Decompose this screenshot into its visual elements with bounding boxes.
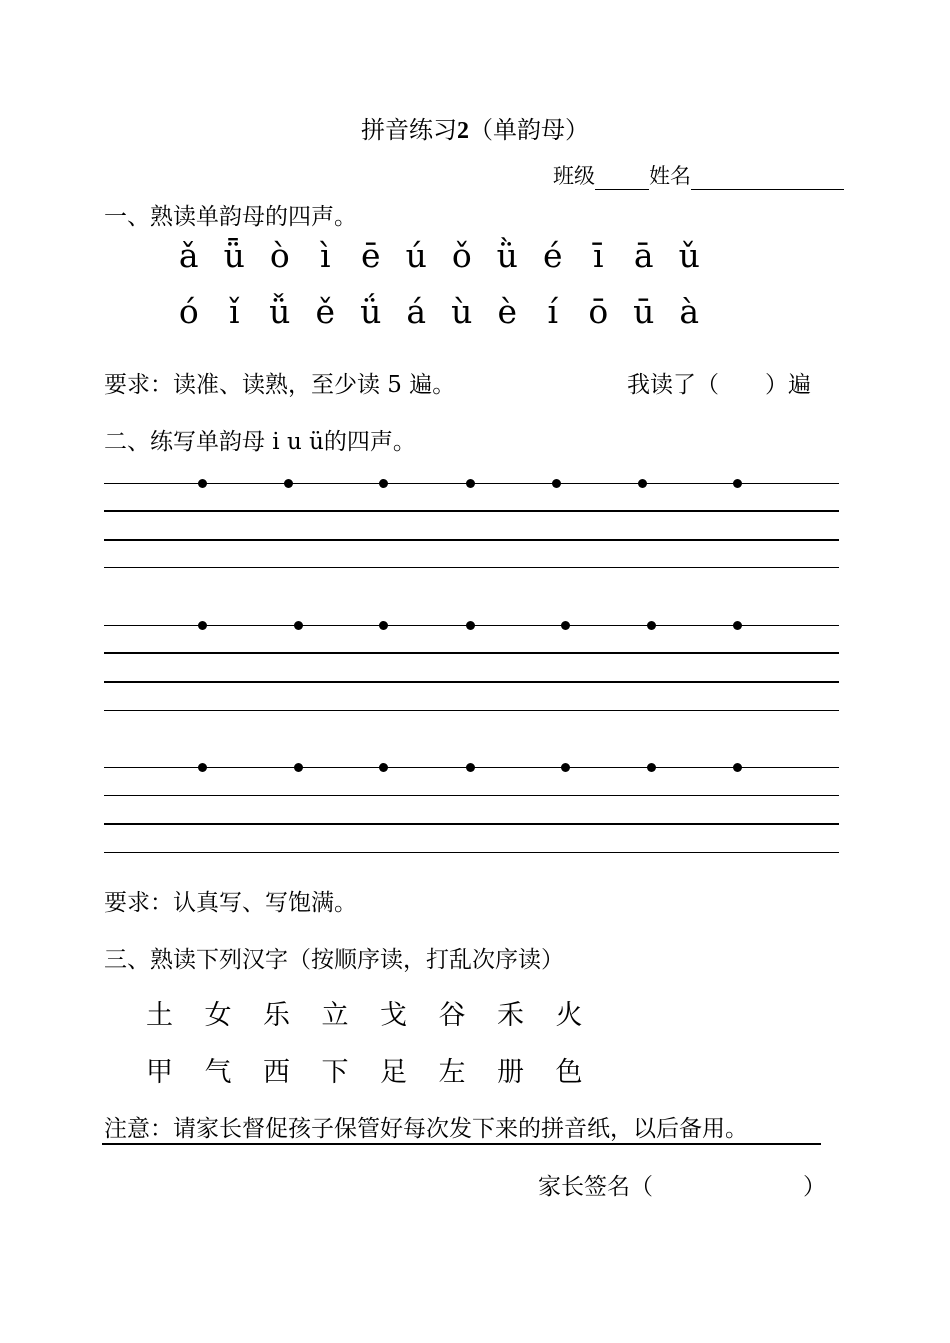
hanzi-item: 下 <box>321 1057 349 1088</box>
grid3-dot <box>647 763 656 772</box>
hanzi-item: 色 <box>555 1057 583 1088</box>
class-name-line <box>553 160 844 190</box>
parent-note: 注意：请家长督促孩子保管好每次发下来的拼音纸，以后备用。 <box>104 1116 748 1142</box>
hanzi-item: 册 <box>497 1057 524 1088</box>
pinyin-item: ǎ <box>178 236 199 275</box>
grid3-dot <box>466 763 475 772</box>
hanzi-item: 西 <box>263 1057 290 1088</box>
class-label: 班级 <box>553 164 595 188</box>
grid1-line-4 <box>104 567 839 568</box>
pinyin-item: ù <box>451 292 473 331</box>
hanzi-row-2 <box>146 1050 614 1089</box>
grid1-dot <box>638 479 647 488</box>
grid3-line-4 <box>104 852 839 853</box>
pinyin-item: ā <box>633 236 654 275</box>
hanzi-item: 火 <box>555 1000 583 1031</box>
section2-heading: 二、练写单韵母 i u ü的四声。 <box>104 429 416 455</box>
pinyin-item: ī <box>592 236 604 275</box>
grid2-line-3 <box>104 681 839 683</box>
grid1-dot <box>198 479 207 488</box>
grid3-line-2 <box>104 795 839 796</box>
pinyin-item: ó <box>178 292 199 331</box>
pinyin-item: ǜ <box>496 236 518 275</box>
grid1-line-2 <box>104 510 839 512</box>
pinyin-item: á <box>406 292 427 331</box>
pinyin-item: à <box>679 292 700 331</box>
grid1-line-3 <box>104 539 839 541</box>
parent-signature <box>538 1168 826 1201</box>
grid2-line-4 <box>104 710 839 711</box>
section1-heading: 一、熟读单韵母的四声。 <box>104 204 357 230</box>
name-blank[interactable] <box>691 167 844 190</box>
pinyin-item: ū <box>633 292 655 331</box>
pinyin-row-1 <box>166 236 712 275</box>
pinyin-item: ǒ <box>451 236 472 275</box>
grid3-dot <box>733 763 742 772</box>
grid2-dot <box>294 621 303 630</box>
pinyin-row-2 <box>166 292 712 331</box>
pinyin-item: é <box>542 236 563 275</box>
hanzi-item: 立 <box>321 1000 349 1031</box>
note-underline <box>102 1143 821 1145</box>
pinyin-item: è <box>497 292 518 331</box>
pinyin-item: ǖ <box>223 236 245 275</box>
hanzi-item: 禾 <box>497 1000 524 1031</box>
pinyin-item: ǚ <box>269 292 291 331</box>
hanzi-item: 甲 <box>146 1057 173 1088</box>
grid3-dot <box>294 763 303 772</box>
grid3-dot <box>198 763 207 772</box>
hanzi-item: 土 <box>146 1000 173 1031</box>
hanzi-item: 左 <box>438 1057 466 1088</box>
class-blank[interactable] <box>595 167 649 190</box>
section3-heading: 三、熟读下列汉字（按顺序读，打乱次序读） <box>104 947 564 973</box>
pinyin-item: ǘ <box>360 292 382 331</box>
grid1-dot <box>284 479 293 488</box>
grid2-dot <box>647 621 656 630</box>
grid2-line-2 <box>104 652 839 654</box>
grid3-line-3 <box>104 823 839 825</box>
read-count: 我读了（ ）遍 <box>627 372 811 398</box>
grid2-dot <box>198 621 207 630</box>
grid1-dot <box>379 479 388 488</box>
section1-requirement: 要求：读准、读熟，至少读 5 遍。 <box>104 372 456 398</box>
signature-close: ） <box>803 1174 826 1200</box>
hanzi-item: 女 <box>204 1000 232 1031</box>
pinyin-item: ò <box>269 236 290 275</box>
grid2-dot <box>561 621 570 630</box>
hanzi-item: 谷 <box>438 1000 466 1031</box>
hanzi-item: 足 <box>380 1057 407 1088</box>
title-number: 2 <box>457 118 469 144</box>
grid1-dot <box>733 479 742 488</box>
pinyin-item: ě <box>315 292 336 331</box>
page-title <box>0 110 950 145</box>
section2-requirement: 要求：认真写、写饱满。 <box>104 890 357 916</box>
signature-label: 家长签名（ <box>538 1174 653 1200</box>
hanzi-item: 气 <box>204 1057 232 1088</box>
grid2-dot <box>379 621 388 630</box>
hanzi-row-1 <box>146 993 614 1032</box>
grid1-dot <box>466 479 475 488</box>
grid3-dot <box>379 763 388 772</box>
grid2-dot <box>466 621 475 630</box>
pinyin-item: ō <box>588 292 609 331</box>
hanzi-item: 乐 <box>263 1000 290 1031</box>
hanzi-item: 戈 <box>380 1000 407 1031</box>
grid2-dot <box>733 621 742 630</box>
grid3-dot <box>561 763 570 772</box>
grid1-dot <box>552 479 561 488</box>
title-suffix: （单韵母） <box>469 116 589 144</box>
pinyin-item: í <box>547 292 559 331</box>
title-text: 拼音练习 <box>361 116 457 144</box>
pinyin-item: ǔ <box>678 236 700 275</box>
pinyin-item: ì <box>319 236 331 275</box>
pinyin-item: ē <box>360 236 381 275</box>
pinyin-item: ú <box>405 236 427 275</box>
pinyin-item: ǐ <box>228 292 240 331</box>
name-label: 姓名 <box>649 164 691 188</box>
